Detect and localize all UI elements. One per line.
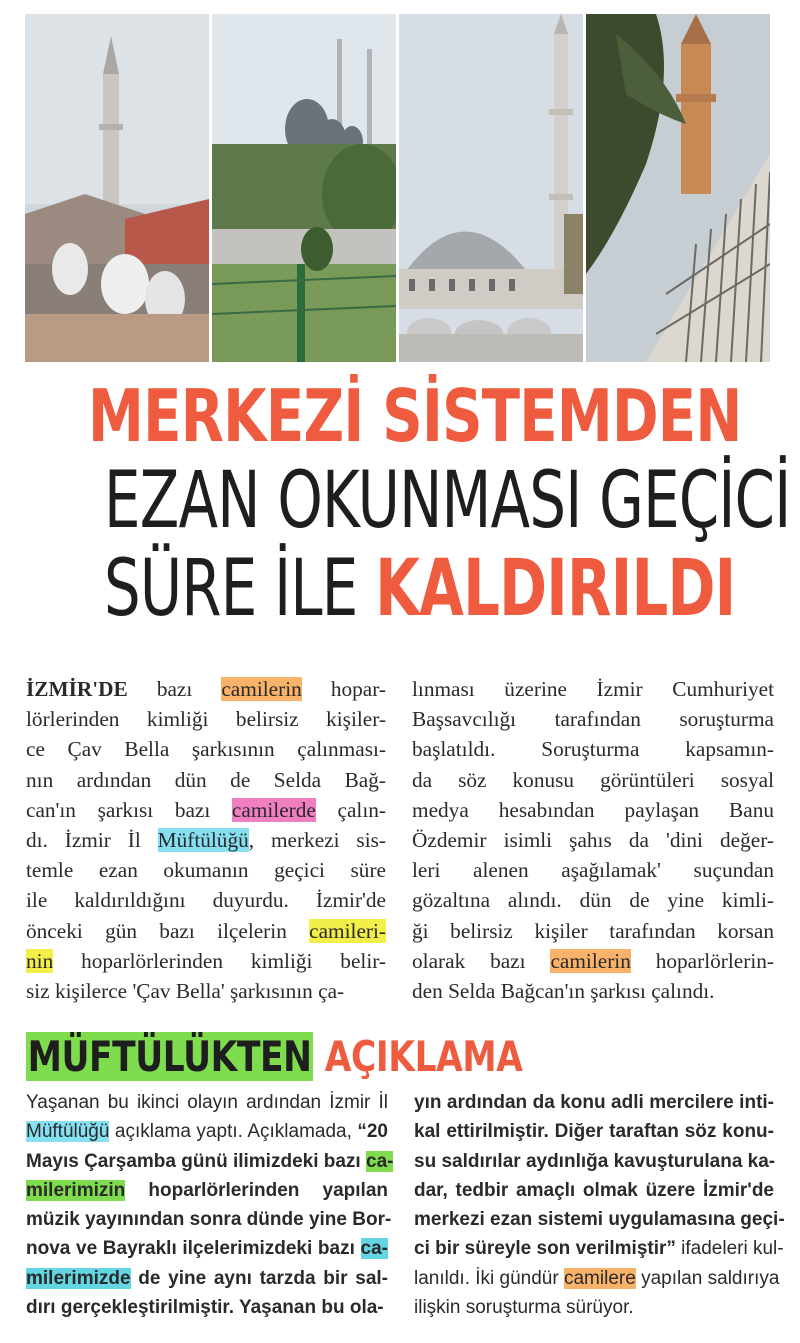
text-line — [412, 704, 774, 734]
text-run: dırı gerçekleştirilmiştir. Yaşanan bu ola- — [26, 1297, 384, 1319]
text-run: dar, tedbir amaçlı olmak üzere İzmir'de — [414, 1179, 774, 1201]
text-line — [412, 976, 774, 1006]
text-run: temle ezan okumanın geçici süre — [26, 858, 386, 883]
text-line — [412, 734, 774, 764]
text-line — [26, 976, 386, 1006]
text-run: yın ardından da konu adli mercilere inti- — [414, 1092, 774, 1113]
text-run: olarak bazı — [412, 948, 551, 973]
text-run: Başsavcılığı tarafından soruşturma — [412, 707, 774, 732]
text-line — [414, 1088, 774, 1117]
text-line — [414, 1234, 784, 1263]
text-line — [412, 855, 774, 885]
text-line — [26, 1205, 392, 1234]
subheadline — [26, 1032, 522, 1081]
text-line — [412, 946, 774, 976]
headline-line-3 — [104, 544, 736, 634]
text-line — [26, 885, 386, 915]
text-line — [414, 1176, 774, 1205]
text-run: “20 — [357, 1121, 388, 1143]
text-line — [26, 765, 386, 795]
highlighted-word: milerimizin — [26, 1179, 126, 1201]
headline-line-2: EZAN OKUNMASI GEÇİCİ — [104, 456, 791, 546]
text-run: Mayıs Çarşamba günü ilimizdeki bazı — [26, 1150, 366, 1172]
text-line — [26, 916, 386, 946]
text-run: bazı — [127, 677, 222, 701]
photo-strip — [25, 14, 770, 362]
text-run: ifadeleri kul- — [675, 1238, 784, 1260]
text-line — [26, 1234, 388, 1263]
headline-line-1: MERKEZİ SİSTEMDEN — [88, 374, 742, 458]
headline — [0, 372, 800, 634]
text-run: müzik yayınından sonra dünde yine Bor- — [26, 1209, 392, 1231]
minaret-tree-photo — [586, 14, 770, 362]
text-line — [26, 674, 386, 704]
text-line — [26, 946, 386, 976]
text-run: lörlerinden kimliği belirsiz kişiler- — [26, 707, 386, 732]
text-line — [412, 674, 774, 704]
text-run: nın ardından dün de Selda Bağ- — [26, 767, 386, 792]
text-run: önceki gün bazı ilçelerin — [26, 918, 310, 943]
statement-column-2 — [414, 1088, 785, 1322]
highlighted-word: camilerin — [221, 677, 302, 701]
text-line — [414, 1205, 785, 1234]
subheadline-red: AÇIKLAMA — [313, 1032, 523, 1081]
text-line — [26, 1117, 388, 1146]
text-run: lınması üzerine İzmir Cumhuriyet — [412, 677, 774, 701]
statement-column-1 — [26, 1088, 394, 1322]
text-line — [26, 1293, 388, 1322]
article-column-2 — [412, 674, 774, 1006]
highlighted-word: camilere — [563, 1267, 636, 1289]
text-line — [414, 1264, 780, 1293]
highlighted-word: milerimizde — [26, 1267, 131, 1289]
text-run: ci bir süreyle son verilmiştir” — [414, 1238, 676, 1260]
headline-line-3-red: KALDIRILDI — [375, 544, 736, 634]
text-line — [412, 916, 774, 946]
text-run: İZMİR'DE — [26, 677, 128, 701]
text-run: ile kaldırıldığını duyurdu. İzmir'de — [26, 888, 386, 913]
text-line — [26, 734, 386, 764]
text-run: lanıldı. İki gündür — [414, 1267, 564, 1289]
text-run: açıklama yaptı. Açıklamada, — [109, 1121, 358, 1143]
text-run: Özdemir isimli şahıs da 'dini değer- — [412, 828, 774, 853]
text-line — [26, 1088, 388, 1117]
text-run: da söz konusu görüntüleri sosyal — [412, 767, 774, 792]
text-run: hopar- — [301, 677, 386, 701]
article-column-1 — [26, 674, 386, 1006]
text-run: su saldırılar aydınlığa kavuşturulana ka- — [414, 1150, 776, 1172]
minaret-rooftops-photo — [25, 14, 209, 362]
text-run: hoparlörlerinden kimliği belir- — [53, 948, 386, 973]
text-run: ce Çav Bella şarkısının çalınması- — [26, 737, 386, 762]
large-dome-mosque-photo — [399, 14, 583, 362]
text-run: ği belirsiz kişiler tarafından korsan — [412, 918, 774, 943]
highlighted-word: nin — [26, 948, 54, 973]
text-run: leri alenen aşağılamak' suçundan — [412, 858, 774, 883]
domed-mosque-road-photo — [212, 14, 396, 362]
text-line — [26, 855, 386, 885]
highlighted-word: camileri- — [309, 918, 386, 943]
text-line — [414, 1147, 774, 1176]
text-run: gözaltına alındı. dün de yine kimli- — [412, 888, 774, 913]
text-run: den Selda Bağcan'ın şarkısı çalındı. — [412, 979, 715, 1004]
text-run: hoparlörlerin- — [630, 948, 774, 973]
text-line — [412, 795, 774, 825]
text-line — [26, 825, 386, 855]
text-run: kal ettirilmiştir. Diğer taraftan söz konu- — [414, 1121, 774, 1143]
text-run: Yaşanan bu ikinci olayın ardından İzmir İl — [26, 1092, 388, 1113]
text-run: , merkezi sis- — [248, 828, 386, 853]
highlighted-word: ca- — [360, 1238, 388, 1260]
headline-line-3-dark: SÜRE İLE — [104, 544, 376, 634]
highlighted-word: Müftülüğü — [157, 828, 249, 853]
text-run: de yine aynı tarzda bir sal- — [130, 1267, 388, 1289]
text-line — [414, 1293, 774, 1322]
highlighted-word: ca- — [366, 1150, 394, 1172]
highlighted-word: Müftülüğü — [26, 1121, 110, 1143]
text-run: nova ve Bayraklı ilçelerimizdeki bazı — [26, 1238, 361, 1260]
highlighted-word: camilerde — [231, 797, 316, 822]
highlighted-word: camilerin — [550, 948, 631, 973]
text-line — [412, 885, 774, 915]
text-run: merkezi ezan sistemi uygulamasına geçi- — [414, 1209, 785, 1231]
text-run: hoparlörlerinden yapılan — [125, 1179, 388, 1201]
text-line — [412, 825, 774, 855]
text-line — [26, 1147, 394, 1176]
text-run: can'ın şarkısı bazı — [26, 797, 232, 822]
text-run: dı. İzmir İl — [26, 828, 158, 853]
text-run: siz kişilerce 'Çav Bella' şarkısının ça- — [26, 979, 345, 1004]
text-line — [26, 795, 386, 825]
text-line — [26, 1176, 388, 1205]
text-run: çalın- — [315, 797, 386, 822]
text-run: yapılan saldırıya — [635, 1267, 780, 1289]
text-run: ilişkin soruşturma sürüyor. — [414, 1297, 634, 1319]
text-line — [414, 1117, 774, 1146]
text-line — [26, 704, 386, 734]
text-run: medya hesabından paylaşan Banu — [412, 797, 774, 822]
subheadline-green: MÜFTÜLÜKTEN — [27, 1032, 312, 1081]
text-line — [412, 765, 774, 795]
text-line — [26, 1264, 388, 1293]
text-run: başlatıldı. Soruşturma kapsamın- — [412, 737, 774, 762]
